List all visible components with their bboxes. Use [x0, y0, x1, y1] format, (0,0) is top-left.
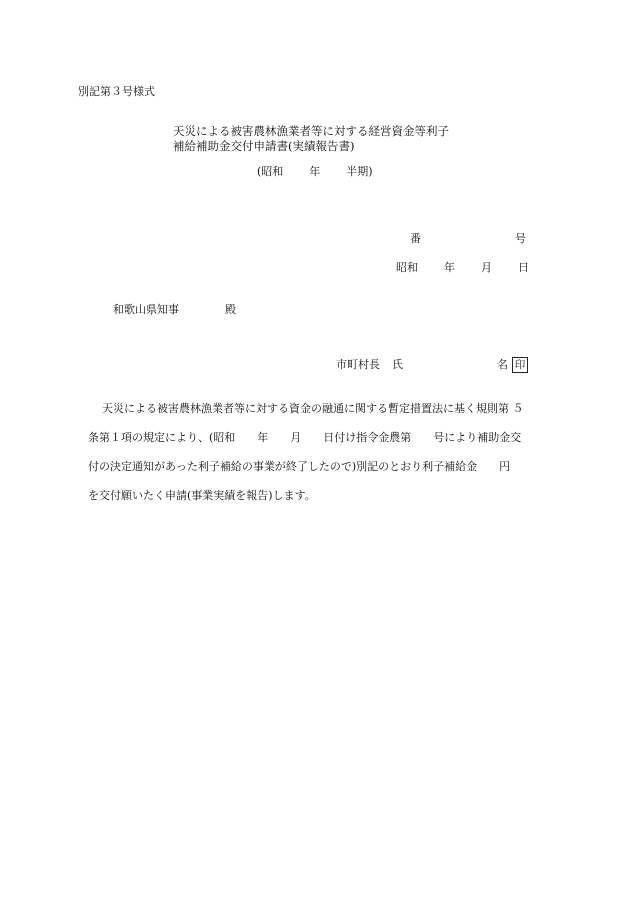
document-title-line-1: 天災による被害農林漁業者等に対する経営資金等利子 — [173, 124, 449, 138]
date-year-label: 年 — [444, 261, 455, 274]
period-half-label: 半期) — [346, 165, 373, 178]
seal-stamp-box: 印 — [512, 357, 528, 373]
signer-title: 市町村長 — [336, 358, 380, 371]
date-era-label: 昭和 — [396, 261, 418, 274]
signer-row — [336, 359, 508, 370]
addressee-honorific: 殿 — [225, 303, 236, 316]
period-year-label: 年 — [309, 165, 321, 178]
body-text-line-2: 条第１項の規定により、(昭和 年 月 日付け指令金農第 号により補助金交 — [88, 431, 522, 444]
date-row — [396, 262, 529, 273]
signer-mei-label: 名 — [497, 358, 508, 371]
number-go-label: 号 — [515, 232, 526, 245]
addressee-row — [113, 304, 236, 315]
signer-shi-label: 氏 — [392, 358, 403, 371]
number-ban-label: 番 — [410, 232, 421, 245]
addressee-name: 和歌山県知事 — [113, 303, 179, 316]
body-text-line-3: 付の決定通知があった利子補給の事業が終了したので)別記のとおり利子補給金 円 — [88, 460, 511, 473]
body-text-line-1: 天災による被害農林漁業者等に対する資金の融通に関する暫定措置法に基く規則第 ５ — [102, 402, 524, 415]
document-number-row — [410, 233, 526, 244]
body-text-line-4: を交付願いたく申請(事業実績を報告)します。 — [88, 489, 316, 502]
form-number-label: 別記第３号様式 — [78, 85, 155, 98]
period-line — [257, 166, 373, 177]
date-day-label: 日 — [518, 261, 529, 274]
date-month-label: 月 — [481, 261, 492, 274]
period-era: (昭和 — [257, 165, 284, 178]
document-title-line-2: 補給補助金交付申請書(実績報告書) — [173, 139, 355, 153]
